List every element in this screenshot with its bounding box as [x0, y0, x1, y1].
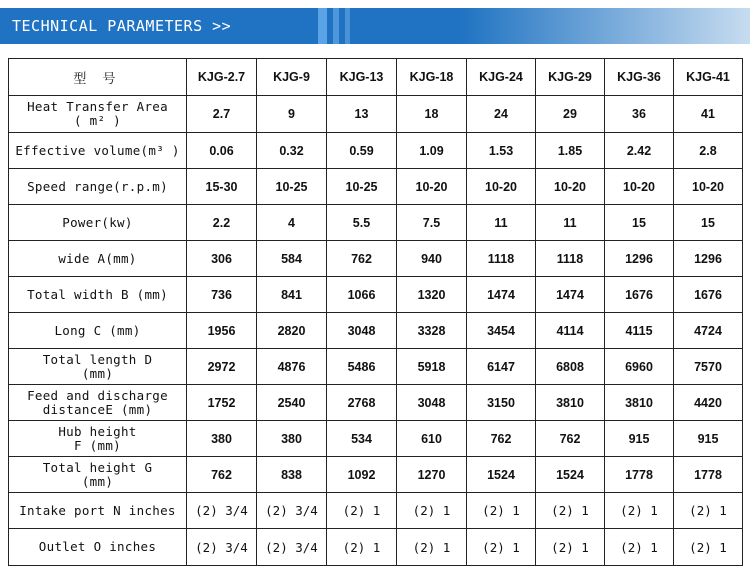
table-cell: 940	[397, 241, 467, 277]
table-cell: 3150	[467, 385, 536, 421]
table-cell: 1676	[605, 277, 674, 313]
table-cell: 7.5	[397, 205, 467, 241]
table-cell: 1474	[536, 277, 605, 313]
row-label: Hub height F (mm)	[9, 421, 187, 457]
table-row	[9, 421, 743, 457]
banner-stripe	[318, 8, 327, 44]
table-cell: 584	[257, 241, 327, 277]
row-label: Power(kw)	[9, 205, 187, 241]
table-cell: 762	[536, 421, 605, 457]
table-cell: 1752	[187, 385, 257, 421]
model-header: KJG-41	[674, 59, 743, 96]
table-cell: 841	[257, 277, 327, 313]
table-cell: 1092	[327, 457, 397, 493]
table-cell: 4876	[257, 349, 327, 385]
table-cell: 2768	[327, 385, 397, 421]
table-cell: (2) 3/4	[187, 493, 257, 529]
table-row	[9, 349, 743, 385]
table-cell: 1524	[467, 457, 536, 493]
table-cell: 3048	[327, 313, 397, 349]
row-label: Total height G (mm)	[9, 457, 187, 493]
table-cell: 380	[257, 421, 327, 457]
table-cell: 1956	[187, 313, 257, 349]
section-banner	[0, 8, 750, 44]
table-cell: 2.42	[605, 133, 674, 169]
table-cell: 3048	[397, 385, 467, 421]
table-cell: 838	[257, 457, 327, 493]
table-cell: (2) 1	[605, 493, 674, 529]
table-row	[9, 493, 743, 529]
table-cell: 0.32	[257, 133, 327, 169]
table-cell: 3328	[397, 313, 467, 349]
table-cell: (2) 1	[397, 493, 467, 529]
table-cell: 1118	[467, 241, 536, 277]
model-header: KJG-13	[327, 59, 397, 96]
table-cell: 534	[327, 421, 397, 457]
table-cell: 610	[397, 421, 467, 457]
table-cell: 306	[187, 241, 257, 277]
table-cell: (2) 3/4	[257, 493, 327, 529]
table-cell: 1.53	[467, 133, 536, 169]
model-header: KJG-29	[536, 59, 605, 96]
banner-stripe	[333, 8, 339, 44]
table-row	[9, 169, 743, 205]
row-label: Intake port N inches	[9, 493, 187, 529]
table-cell: 10-20	[467, 169, 536, 205]
row-label: Effective volume(m³ )	[9, 133, 187, 169]
table-cell: (2) 1	[467, 493, 536, 529]
row-label: Feed and discharge distanceE (mm)	[9, 385, 187, 421]
row-label: Long C (mm)	[9, 313, 187, 349]
table-cell: 10-25	[327, 169, 397, 205]
table-cell: 10-20	[605, 169, 674, 205]
table-cell: (2) 1	[327, 493, 397, 529]
table-cell: 1.85	[536, 133, 605, 169]
table-cell: 915	[674, 421, 743, 457]
table-cell: 1524	[536, 457, 605, 493]
table-cell: 915	[605, 421, 674, 457]
table-cell: 2.2	[187, 205, 257, 241]
table-cell: 2820	[257, 313, 327, 349]
table-cell: 762	[327, 241, 397, 277]
table-cell: 1118	[536, 241, 605, 277]
table-cell: 3454	[467, 313, 536, 349]
table-cell: 13	[327, 96, 397, 133]
table-cell: 2.8	[674, 133, 743, 169]
table-cell: 24	[467, 96, 536, 133]
table-cell: 9	[257, 96, 327, 133]
table-cell: 15-30	[187, 169, 257, 205]
section-title: TECHNICAL PARAMETERS >>	[12, 17, 232, 35]
table-cell: 18	[397, 96, 467, 133]
table-cell: 4	[257, 205, 327, 241]
table-row	[9, 133, 743, 169]
row-label: Outlet O inches	[9, 529, 187, 566]
table-cell: 0.59	[327, 133, 397, 169]
table-cell: 10-20	[397, 169, 467, 205]
table-cell: 762	[187, 457, 257, 493]
banner-fade	[460, 8, 750, 44]
table-cell: 762	[467, 421, 536, 457]
table-row	[9, 313, 743, 349]
table-cell: 10-25	[257, 169, 327, 205]
table-cell: (2) 3/4	[187, 529, 257, 566]
table-cell: 29	[536, 96, 605, 133]
row-label: wide A(mm)	[9, 241, 187, 277]
table-cell: (2) 3/4	[257, 529, 327, 566]
table-cell: 7570	[674, 349, 743, 385]
table-cell: 0.06	[187, 133, 257, 169]
table-cell: (2) 1	[536, 529, 605, 566]
table-cell: 6960	[605, 349, 674, 385]
row-label: Total length D (mm)	[9, 349, 187, 385]
table-cell: 1778	[605, 457, 674, 493]
model-header: KJG-24	[467, 59, 536, 96]
table-cell: 5918	[397, 349, 467, 385]
table-cell: 380	[187, 421, 257, 457]
table-cell: 736	[187, 277, 257, 313]
table-cell: 36	[605, 96, 674, 133]
table-cell: 4724	[674, 313, 743, 349]
table-cell: 10-20	[536, 169, 605, 205]
table-row	[9, 96, 743, 133]
table-cell: (2) 1	[674, 529, 743, 566]
table-cell: 15	[674, 205, 743, 241]
table-cell: 2.7	[187, 96, 257, 133]
table-cell: 3810	[605, 385, 674, 421]
model-header: KJG-2.7	[187, 59, 257, 96]
table-cell: 1270	[397, 457, 467, 493]
table-cell: 6808	[536, 349, 605, 385]
table-cell: (2) 1	[397, 529, 467, 566]
table-cell: 15	[605, 205, 674, 241]
table-cell: 3810	[536, 385, 605, 421]
table-cell: 1.09	[397, 133, 467, 169]
table-cell: 5.5	[327, 205, 397, 241]
table-cell: 11	[536, 205, 605, 241]
table-cell: (2) 1	[536, 493, 605, 529]
table-cell: (2) 1	[674, 493, 743, 529]
table-cell: 5486	[327, 349, 397, 385]
table-cell: 1320	[397, 277, 467, 313]
table-cell: 2540	[257, 385, 327, 421]
table-row	[9, 241, 743, 277]
table-cell: 4420	[674, 385, 743, 421]
table-cell: 1296	[674, 241, 743, 277]
table-row	[9, 277, 743, 313]
model-header: KJG-9	[257, 59, 327, 96]
table-cell: 4114	[536, 313, 605, 349]
table-cell: 6147	[467, 349, 536, 385]
banner-stripe	[345, 8, 350, 44]
row-label: Speed range(r.p.m)	[9, 169, 187, 205]
table-cell: 1066	[327, 277, 397, 313]
header-row	[9, 59, 743, 96]
table-row	[9, 529, 743, 566]
row-label: Total width B (mm)	[9, 277, 187, 313]
table-cell: 10-20	[674, 169, 743, 205]
row-label: Heat Transfer Area ( m² )	[9, 96, 187, 133]
model-header: KJG-18	[397, 59, 467, 96]
table-row	[9, 205, 743, 241]
table-cell: 1296	[605, 241, 674, 277]
table-cell: 1474	[467, 277, 536, 313]
table-cell: 1778	[674, 457, 743, 493]
table-row	[9, 457, 743, 493]
table-row	[9, 385, 743, 421]
table-cell: 11	[467, 205, 536, 241]
model-header: KJG-36	[605, 59, 674, 96]
table-cell: (2) 1	[327, 529, 397, 566]
table-cell: (2) 1	[605, 529, 674, 566]
table-cell: (2) 1	[467, 529, 536, 566]
table-cell: 41	[674, 96, 743, 133]
table-body	[9, 59, 743, 566]
technical-parameters-table	[8, 58, 743, 566]
table-cell: 2972	[187, 349, 257, 385]
table-cell: 1676	[674, 277, 743, 313]
table-cell: 4115	[605, 313, 674, 349]
model-header-label: 型 号	[9, 59, 187, 96]
